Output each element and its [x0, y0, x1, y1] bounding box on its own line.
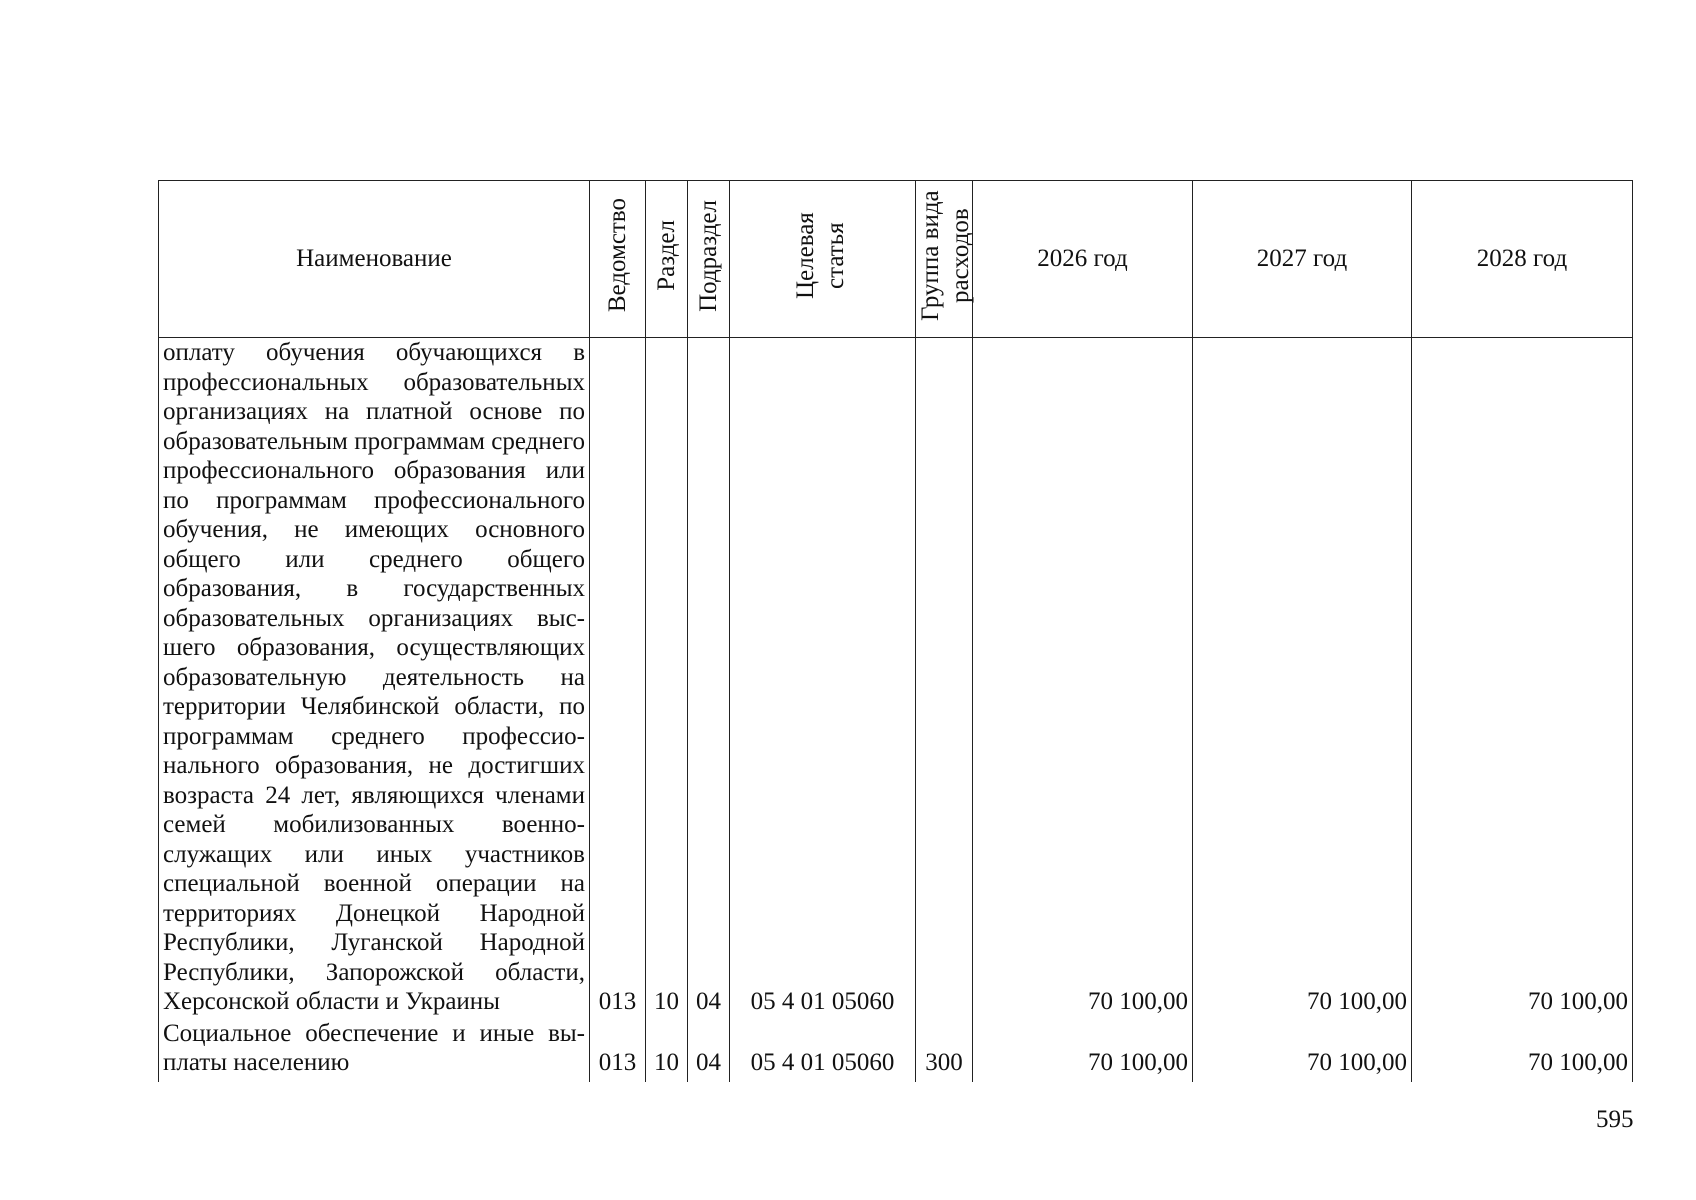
row-name: Социальное обеспечение и иные выплаты населению: [159, 1019, 590, 1082]
header-2027: 2027 год: [1193, 181, 1412, 338]
row-2026: 70 100,00: [973, 338, 1193, 1019]
header-2028: 2028 год: [1412, 181, 1633, 338]
row-2027: 70 100,00: [1193, 1019, 1412, 1082]
budget-table: [158, 180, 1633, 1082]
row-name: оплату обучения обучающихся в профессиональных образовательных организациях на платной основе по образовательным программам среднего профессионального образования или по программам профессионального обучения, не имеющих основного общего или среднего общего образования, в государственных образовательных организациях высшего образования, осуществляющих образовательную деятельность на территории Челябинской области, по программам среднего профессионального образования, не достигших возраста 24 лет, являющихся членами семей мобилизованных военнослужащих или иных участников специальной военной операции на территориях Донецкой Народной Республики, Луганской Народной Республики, Запорожской области, Херсонской области и Украины: [159, 338, 590, 1019]
row-podrazdel: 04: [688, 1019, 730, 1082]
row-tselevaya: 05 4 01 05060: [730, 1019, 916, 1082]
row-gruppa: 300: [916, 1019, 973, 1082]
header-tselevaya: Целевая статья: [730, 181, 916, 338]
row-tselevaya: 05 4 01 05060: [730, 338, 916, 1019]
header-name: Наименование: [159, 181, 590, 338]
header-vedomstvo: Ведомство: [590, 181, 646, 338]
row-podrazdel: 04: [688, 338, 730, 1019]
row-2028: 70 100,00: [1412, 338, 1633, 1019]
table-row: [159, 338, 1633, 1019]
row-2027: 70 100,00: [1193, 338, 1412, 1019]
row-gruppa: [916, 338, 973, 1019]
header-gruppa: Группа вида расходов: [916, 181, 973, 338]
table-header-row: [159, 181, 1633, 338]
header-razdel: Раздел: [646, 181, 688, 338]
row-vedomstvo: 013: [590, 1019, 646, 1082]
header-2026: 2026 год: [973, 181, 1193, 338]
row-2028: 70 100,00: [1412, 1019, 1633, 1082]
page-number: 595: [1596, 1106, 1634, 1133]
header-podrazdel: Подраздел: [688, 181, 730, 338]
row-razdel: 10: [646, 1019, 688, 1082]
row-razdel: 10: [646, 338, 688, 1019]
table-row: [159, 1019, 1633, 1082]
row-vedomstvo: 013: [590, 338, 646, 1019]
row-2026: 70 100,00: [973, 1019, 1193, 1082]
